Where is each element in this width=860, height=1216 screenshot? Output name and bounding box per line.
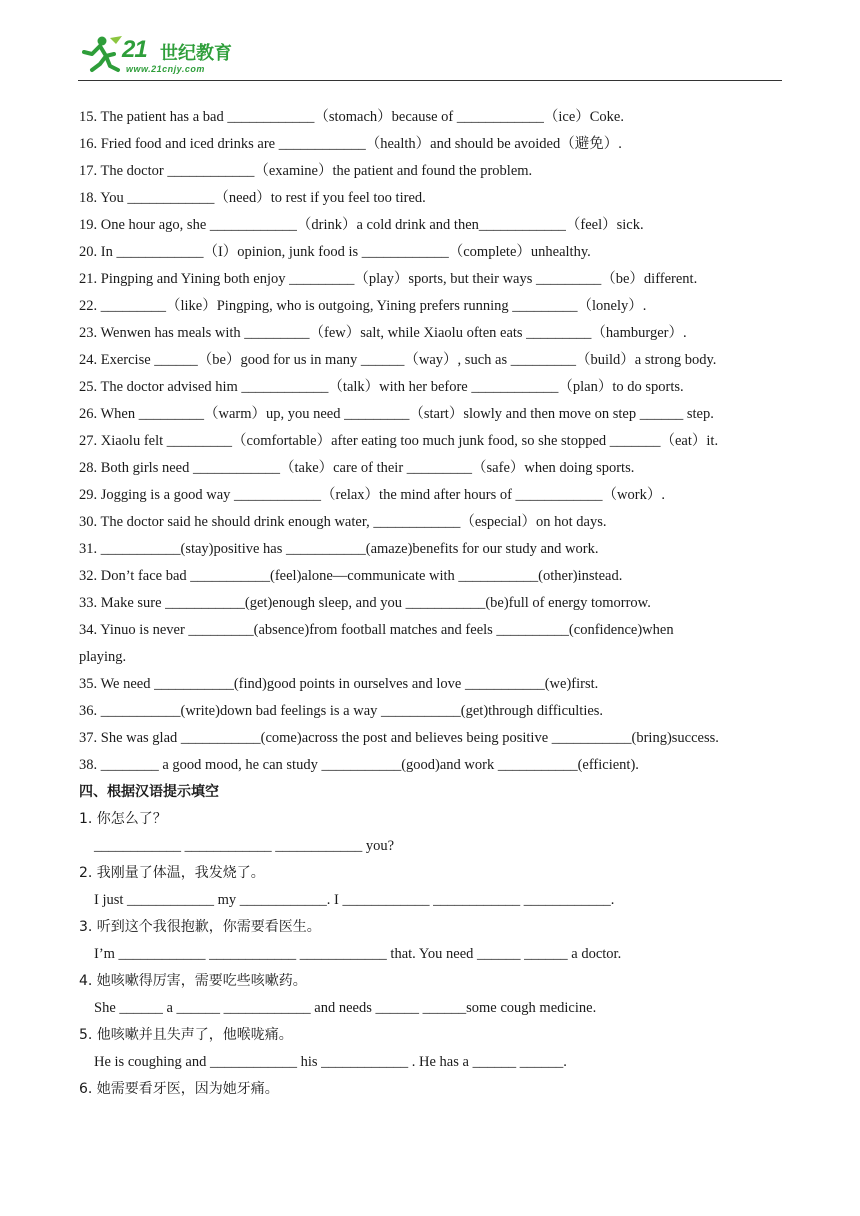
question-38: 38. ________ a good mood, he can study ___________(good)and work ___________(efficient). [79,757,639,773]
logo-number: 21 [122,36,147,63]
answer-line-4: She ______ a ______ ____________ and needs ______ ______some cough medicine. [94,1000,597,1016]
question-19: 19. One hour ago, she ____________（drink）a cold drink and then____________（feel）sick. [79,217,644,233]
question-22: 22. _________（like）Pingping, who is outgoing, Yining prefers running _________（lonely）. [79,298,647,314]
question-17: 17. The doctor ____________（examine）the patient and found the problem. [79,163,533,179]
question-32: 32. Don’t face bad ___________(feel)alone—communicate with ___________(other)instead. [79,568,623,584]
runner-logo-icon [80,34,124,74]
answer-line-3: I’m ____________ ____________ ____________ that. You need ______ ______ a doctor. [94,946,622,962]
question-36: 36. ___________(write)down bad feelings is a way ___________(get)through difficulties. [79,703,604,719]
question-15: 15. The patient has a bad ____________（stomach）because of ____________（ice）Coke. [79,109,624,125]
prompt-2: 2. 我刚量了体温，我发烧了。 [79,865,265,881]
logo-21cnjy [80,34,250,76]
question-31: 31. ___________(stay)positive has ___________(amaze)benefits for our study and work. [79,541,599,557]
question-34-continued: playing. [79,649,127,665]
answer-line-2: I just ____________ my ____________. I ____________ ____________ ____________. [94,892,615,908]
prompt-4: 4. 她咳嗽得厉害，需要吃些咳嗽药。 [79,973,307,989]
prompt-6: 6. 她需要看牙医，因为她牙痛。 [79,1081,279,1097]
question-20: 20. In ____________（I）opinion, junk food is ____________（complete）unhealthy. [79,244,591,260]
question-29: 29. Jogging is a good way ____________（relax）the mind after hours of ____________（work）. [79,487,665,503]
question-24: 24. Exercise ______（be）good for us in many ______（way）, such as _________（build）a strong body. [79,352,717,368]
question-33: 33. Make sure ___________(get)enough sleep, and you ___________(be)full of energy tomorrow. [79,595,651,611]
question-27: 27. Xiaolu felt _________（comfortable）after eating too much junk food, so she stopped _______（eat）it. [79,433,719,449]
exercise-body [79,104,789,1103]
logo-url: www.21cnjy.com [126,64,205,74]
question-30: 30. The doctor said he should drink enough water, ____________（especial）on hot days. [79,514,607,530]
prompt-1: 1. 你怎么了？ [79,811,167,827]
question-35: 35. We need ___________(find)good points in ourselves and love ___________(we)first. [79,676,599,692]
logo-chinese-name: 世纪教育 [160,43,232,64]
prompt-5: 5. 他咳嗽并且失声了，他喉咙痛。 [79,1027,293,1043]
answer-line-5: He is coughing and ____________ his ____________ . He has a ______ ______. [94,1054,567,1070]
question-18: 18. You ____________（need）to rest if you feel too tired. [79,190,426,206]
question-34: 34. Yinuo is never _________(absence)from football matches and feels __________(confidence)when [79,622,674,638]
question-21: 21. Pingping and Yining both enjoy _________（play）sports, but their ways _________（be）different. [79,271,698,287]
question-26: 26. When _________（warm）up, you need _________（start）slowly and then move on step ______ step. [79,406,714,422]
question-28: 28. Both girls need ____________（take）care of their _________（safe）when doing sports. [79,460,635,476]
answer-line-1: ____________ ____________ ____________ you? [94,838,395,854]
question-23: 23. Wenwen has meals with _________（few）salt, while Xiaolu often eats _________（hamburger）. [79,325,687,341]
page-header [78,30,782,81]
section-heading: 四、根据汉语提示填空 [79,784,219,800]
question-16: 16. Fried food and iced drinks are ____________（health）and should be avoided（避免）. [79,136,622,152]
question-25: 25. The doctor advised him ____________（talk）with her before ____________（plan）to do sports. [79,379,684,395]
question-37: 37. She was glad ___________(come)across the post and believes being positive ___________(bring)success. [79,730,719,746]
prompt-3: 3. 听到这个我很抱歉，你需要看医生。 [79,919,321,935]
